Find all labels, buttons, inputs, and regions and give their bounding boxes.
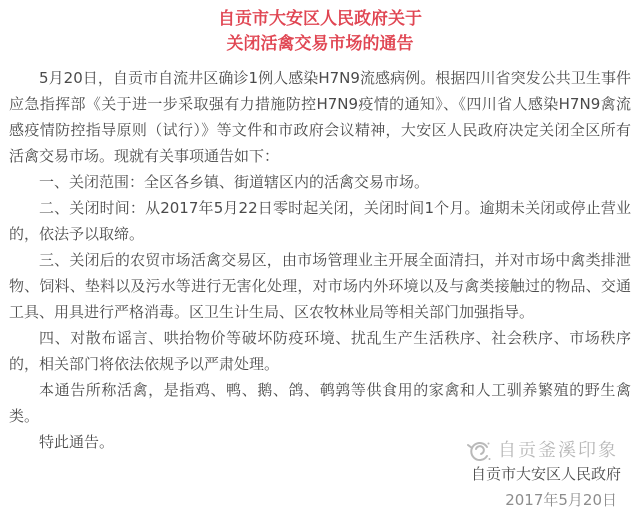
notice-body [9,65,631,455]
notice-paragraph-item4: 四、对散布谣言、哄抬物价等破坏防疫环境、扰乱生产生活秩序、社会秩序、市场秩序的，相关部门将依法依规予以严肃处理。 [9,329,631,373]
notice-paragraph-item3: 三、关闭后的农贸市场活禽交易区，由市场管理业主开展全面清扫，并对市场中禽类排泄物、饲料、垫料以及污水等进行无害化处理，对市场内外环境以及与禽类接触过的物品、交通工具、用具进行严格消毒。区卫生计生局、区农牧林业局等相关部门加强指导。 [9,251,631,321]
notice-paragraph-item1: 一、关闭范围：全区各乡镇、街道辖区内的活禽交易市场。 [39,173,430,191]
signature-date: 2017年5月20日 [505,491,617,509]
watermark-text: 自贡釜溪印象 [498,440,618,461]
notice-paragraph-closing: 特此通告。 [39,433,115,451]
notice-paragraph-item2: 二、关闭时间：从2017年5月22日零时起关闭，关闭时间1个月。逾期未关闭或停止营业的，依法予以取缔。 [9,199,631,243]
signature-issuer: 自贡市大安区人民政府 [470,465,621,483]
notice-title-line2: 关闭活禽交易市场的通告 [226,34,414,54]
signature-block [9,461,631,513]
notice-paragraph-definition: 本通告所称活禽，是指鸡、鸭、鹅、鸽、鹌鹑等供食用的家禽和人工驯养繁殖的野生禽类。 [9,381,631,425]
notice-paragraph-intro: 5月20日，自贡市自流井区确诊1例人感染H7N9流感病例。根据四川省突发公共卫生事件应急指挥部《关于进一步采取强有力措施防控H7N9疫情的通知》、《四川省人感染H7N9禽流感疫情防控指导原则（试行）》等文件和市政府会议精神，大安区人民政府决定关闭全区所有活禽交易市场。现就有关事项通告如下： [9,69,631,165]
notice-title-line1: 自贡市大安区人民政府关于 [218,9,422,29]
